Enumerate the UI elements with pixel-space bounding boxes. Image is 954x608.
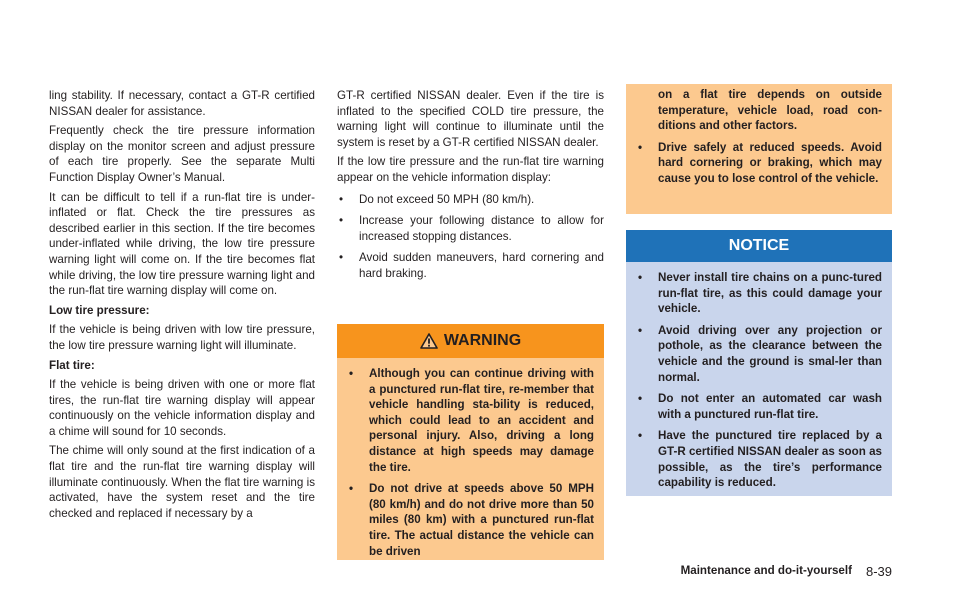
list-item: • Although you can continue driving with a punctured run-flat tire, re-member that vehicle handling sta-bility is reduced, which could lead to an accident and personal injury. Also, driving a long distance at high speeds may damage the tire. xyxy=(347,366,594,475)
list-item: • Avoid sudden maneuvers, hard cornering and hard braking. xyxy=(337,250,604,281)
list-item: • Drive safely at reduced speeds. Avoid hard cornering or braking, which may cause you to lose control of the vehicle. xyxy=(636,140,882,187)
notice-box xyxy=(626,230,892,496)
warning-box-continued xyxy=(626,84,892,214)
notice-title: NOTICE xyxy=(728,237,790,255)
notice-list xyxy=(636,270,882,491)
heading-low-tire-pressure: Low tire pressure: xyxy=(49,303,150,317)
warning-continued-text: on a flat tire depends on outside temperature, vehicle load, road con-ditions and other factors. xyxy=(658,88,882,133)
paragraph: If the low tire pressure and the run-flat tire warning appear on the vehicle information display: xyxy=(337,155,604,184)
warning-triangle-icon xyxy=(420,333,438,349)
page-number: 8-39 xyxy=(865,564,892,579)
list-item: • Have the punctured tire replaced by a GT-R certified NISSAN dealer as soon as possible, as the tire’s performance capability is reduced. xyxy=(636,428,882,490)
paragraph: GT-R certified NISSAN dealer. Even if the tire is inflated to the specified COLD tire pressure, the warning light will continue to illuminate until the system is reset by a GT-R certified NISSAN dealer. xyxy=(337,89,604,149)
list-item: • Never install tire chains on a punc-tured run-flat tire, as this could damage your vehicle. xyxy=(636,270,882,317)
warning-box xyxy=(337,324,604,560)
warning-list xyxy=(636,140,882,187)
warning-header xyxy=(337,324,604,358)
list-item: • Avoid driving over any projection or pothole, as the clearance between the vehicle and the ground is smal-ler than normal. xyxy=(636,323,882,385)
warning-title: WARNING xyxy=(443,332,522,350)
paragraph: ling stability. If necessary, contact a GT-R certified NISSAN dealer for assistance. xyxy=(49,89,315,118)
bullet-list xyxy=(337,192,604,282)
list-item: • Do not drive at speeds above 50 MPH (80 km/h) and do not drive more than 50 miles (80 km) with a punctured run-flat tire. The actual distance the vehicle can be driven xyxy=(347,481,594,559)
paragraph: If the vehicle is being driven with low tire pressure, the low tire pressure warning light will illuminate. xyxy=(49,323,315,352)
page-footer xyxy=(681,564,892,579)
list-item: • Do not exceed 50 MPH (80 km/h). xyxy=(337,192,604,208)
column-middle xyxy=(337,88,604,558)
warning-list xyxy=(347,366,594,559)
paragraph: The chime will only sound at the first indication of a flat tire and the run-flat tire warning display will illuminate continuously. When the flat tire warning is activated, have the system reset and the tire checked and replaced if necessary by a xyxy=(49,444,315,520)
notice-header xyxy=(626,230,892,262)
footer-section-title: Maintenance and do-it-yourself xyxy=(680,564,852,577)
list-item: • Do not enter an automated car wash with a punctured run-flat tire. xyxy=(636,391,882,422)
column-left xyxy=(49,88,315,525)
list-item: • Increase your following distance to allow for increased stopping distances. xyxy=(337,213,604,244)
paragraph: If the vehicle is being driven with one or more flat tires, the run-flat tire warning display will appear continuously on the vehicle information display and a chime will sound for 10 seconds. xyxy=(49,378,315,438)
paragraph: Frequently check the tire pressure information display on the monitor screen and adjust pressure of each tire properly. See the separate Multi Function Display Owner’s Manual. xyxy=(49,124,315,184)
paragraph: It can be difficult to tell if a run-flat tire is under-inflated or flat. Check the tire pressures as described earlier in this section. If the tire becomes under-inflated while driving, the low tire pressure warning light will come on. If the tire becomes flat while driving, the low tire pressure warning light and the run-flat tire warning display will come on. xyxy=(49,190,315,298)
heading-flat-tire: Flat tire: xyxy=(49,358,95,372)
